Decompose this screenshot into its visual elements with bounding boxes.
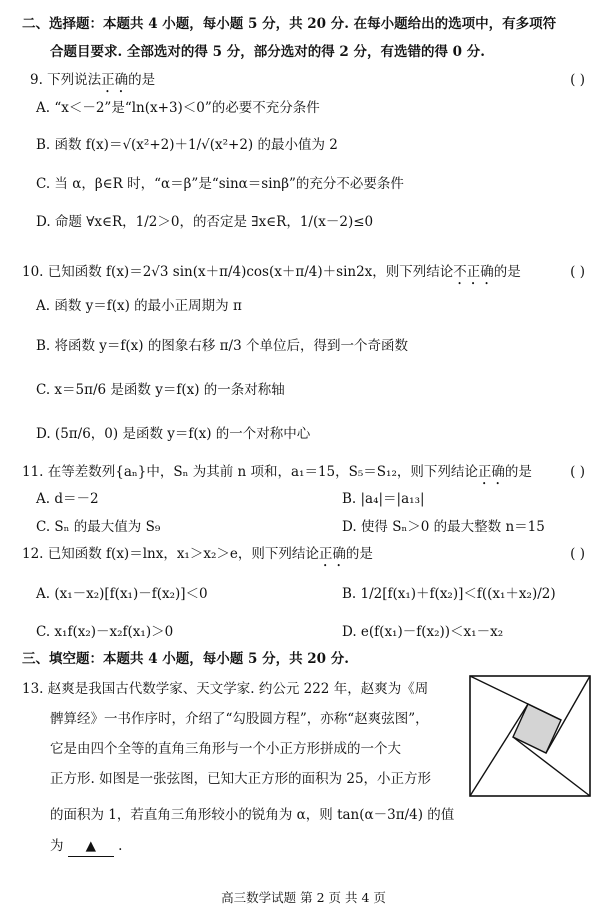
q11-stem: 11. 在等差数列{aₙ}中，Sₙ 为其前 n 项和，a₁＝15，S₅＝S₁₂，则下列结论正确的是 ( ) <box>22 464 585 480</box>
q12-option-a: A. (x₁－x₂)[f(x₁)－f(x₂)]＜0 B. 1/2[f(x₁)＋f(x₂)]＜f((x₁＋x₂)/2) <box>36 586 556 602</box>
q9-option-a: A. “x＜－2”是“ln(x+3)＜0”的必要不充分条件 <box>36 100 320 116</box>
q9-option-c: C. 当 α，β∈R 时，“α＝β”是“sinα＝sinβ”的充分不必要条件 <box>36 176 404 192</box>
q10-option-c: C. x＝5π/6 是函数 y＝f(x) 的一条对称轴 <box>36 382 285 398</box>
q12-option-c: C. x₁f(x₂)－x₂f(x₁)＞0 D. e(f(x₁)－f(x₂))＜x₁－x₂ <box>36 624 504 640</box>
answer-blank: ▲ <box>68 836 114 857</box>
q13-line2: 髀算经》一书作序时，介绍了“勾股圆方程”，亦称“赵爽弦图”， <box>50 711 429 727</box>
q12-emphasis: 正确 <box>318 546 346 562</box>
q13-line4: 正方形. 如图是一张弦图，已知大正方形的面积为 25，小正方形 <box>50 771 432 787</box>
q9-option-d: D. 命题 ∀x∈R，1/2＞0，的否定是 ∃x∈R，1/(x－2)≤0 <box>36 214 374 230</box>
q12-answer-paren: ( ) <box>570 546 585 562</box>
section2-heading-line1: 二、选择题：本题共 4 小题，每小题 5 分，共 20 分. 在每小题给出的选项中，有多项符 <box>22 16 557 32</box>
triangle-edge-3 <box>513 737 590 796</box>
triangle-edge-4 <box>470 704 528 796</box>
q11-option-c: C. Sₙ 的最大值为 S₉ D. 使得 Sₙ＞0 的最大整数 n＝15 <box>36 519 545 535</box>
q11-option-b: B. |a₄|＝|a₁₃| <box>342 491 425 507</box>
q10-emphasis: 不正确 <box>453 264 494 280</box>
q9-answer-paren: ( ) <box>570 72 585 88</box>
q11-option-a: A. d＝－2 B. |a₄|＝|a₁₃| <box>36 491 425 507</box>
small-square <box>513 704 561 753</box>
q11-emphasis: 正确 <box>477 464 505 480</box>
q12-option-b: B. 1/2[f(x₁)＋f(x₂)]＜f((x₁＋x₂)/2) <box>342 586 556 602</box>
q12-option-d: D. e(f(x₁)－f(x₂))＜x₁－x₂ <box>342 624 504 640</box>
q11-option-d: D. 使得 Sₙ＞0 的最大整数 n＝15 <box>342 519 545 535</box>
q12-stem: 12. 已知函数 f(x)＝lnx，x₁＞x₂＞e，则下列结论正确的是 ( ) <box>22 546 585 562</box>
section2-heading-line2: 合题目要求. 全部选对的得 5 分，部分选对的得 2 分，有选错的得 0 分. <box>50 44 485 60</box>
q13-line6: 为 ▲ . <box>50 836 607 857</box>
q9-emphasis: 正确 <box>101 72 129 88</box>
q13-line1: 13. 赵爽是我国古代数学家、天文学家. 约公元 222 年，赵爽为《周 <box>22 681 429 697</box>
q9-stem: 9. 下列说法正确的是 ( ) <box>30 72 585 88</box>
zhao-shuang-diagram <box>469 675 591 797</box>
q10-stem: 10. 已知函数 f(x)＝2√3 sin(x＋π/4)cos(x＋π/4)＋sin2x，则下列结论不正确的是 ( ) <box>22 264 585 280</box>
q11-answer-paren: ( ) <box>570 464 585 480</box>
triangle-edge-2 <box>546 676 590 753</box>
section3-heading: 三、填空题：本题共 4 小题，每小题 5 分，共 20 分. <box>22 651 349 667</box>
q10-option-b: B. 将函数 y＝f(x) 的图象右移 π/3 个单位后，得到一个奇函数 <box>36 338 408 354</box>
q13-line5: 的面积为 1，若直角三角形较小的锐角为 α，则 tan(α－3π/4) 的值 <box>50 807 455 823</box>
q10-answer-paren: ( ) <box>570 264 585 280</box>
q9-option-b: B. 函数 f(x)＝√(x²+2)＋1/√(x²+2) 的最小值为 2 <box>36 137 338 153</box>
page-footer: 高三数学试题 第 2 页 共 4 页 <box>221 890 386 905</box>
q10-option-d: D. (5π/6，0) 是函数 y＝f(x) 的一个对称中心 <box>36 426 311 442</box>
q13-line3: 它是由四个全等的直角三角形与一个小正方形拼成的一个大 <box>50 741 401 757</box>
q10-option-a: A. 函数 y＝f(x) 的最小正周期为 π <box>36 298 242 314</box>
triangle-edge-1 <box>470 676 561 720</box>
